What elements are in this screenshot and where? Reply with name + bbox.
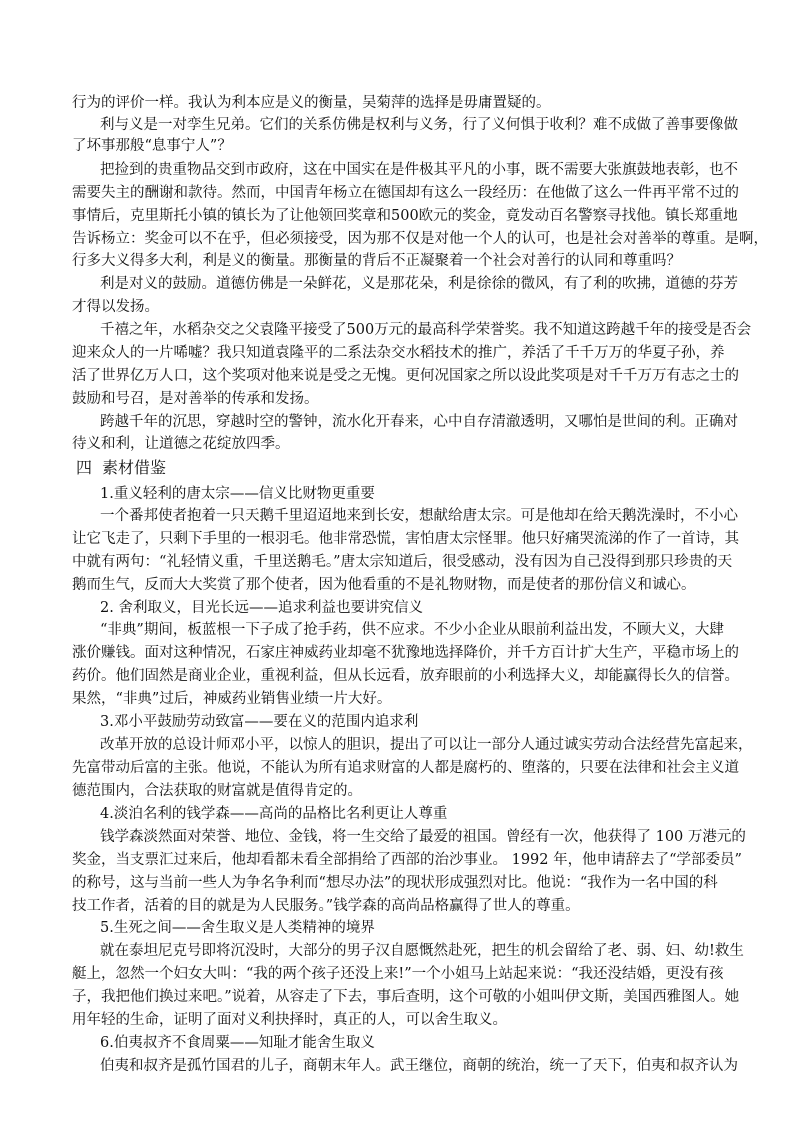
paragraph-line: 事情后，克里斯托小镇的镇长为了让他领回奖章和500欧元的奖金，竟发动百名警察寻找他。镇长郑重地: [72, 208, 738, 224]
paragraph-line: 行为的评价一样。我认为利本应是义的衡量，吴菊萍的选择是毋庸置疑的。: [72, 95, 551, 111]
section-number: 四: [76, 458, 93, 477]
subheading: 2. 舍利取义，目光长远——追求利益也要讲究信义: [100, 600, 423, 616]
paragraph-line: 利与义是一对孪生兄弟。它们的关系仿佛是权利与义务，行了义何惧于收利？难不成做了善事要像做: [100, 117, 738, 133]
section-title: 素材借鉴: [102, 458, 167, 477]
paragraph-line: 钱学森淡然面对荣誉、地位、金钱，将一生交给了最爱的祖国。曾经有一次，他获得了 100 万港元的: [100, 829, 746, 845]
paragraph-line: 鹅而生气，反而大大奖赏了那个使者，因为他看重的不是礼物财物，而是使者的那份信义和诚心。: [72, 577, 696, 593]
paragraph-line: 技工作者，活着的目的就是为人民服务。”钱学森的高尚品格赢得了世人的尊重。: [72, 898, 580, 914]
subheading: 3.邓小平鼓励劳动致富——要在义的范围内追求利: [100, 714, 419, 730]
subheading: 5.生死之间——舍生取义是人类精神的境界: [100, 920, 375, 936]
paragraph-line: 艇上，忽然一个妇女大叫：“我的两个孩子还没上来!”一个小姐马上站起来说：“我还没结婚，更没有孩: [72, 966, 724, 982]
paragraph-line: 子，我把他们换过来吧。”说着，从容走了下去，事后查明，这个可敬的小姐叫伊文斯，美国西雅图人。她: [72, 989, 740, 1005]
paragraph-line: 了坏事那般“息事宁人”？: [72, 138, 232, 154]
paragraph-line: 改革开放的总设计师邓小平，以惊人的胆识，提出了可以让一部分人通过诚实劳动合法经营先富起来，: [100, 737, 753, 753]
paragraph-line: 就在泰坦尼克号即将沉没时，大部分的男子汉自愿慨然赴死，把生的机会留给了老、弱、妇、幼!救生: [100, 943, 744, 959]
subheading: 4.淡泊名利的钱学森——高尚的品格比名利更让人尊重: [100, 806, 448, 822]
paragraph-line: 待义和利，让道德之花绽放四季。: [72, 436, 290, 452]
paragraph-line: 利是对义的鼓励。道德仿佛是一朵鲜花，义是那花朵，利是徐徐的微风，有了利的吹拂，道德的芬芳: [100, 276, 738, 292]
paragraph-line: 需要失主的酬谢和款待。然而，中国青年杨立在德国却有这么一段经历：在他做了这么一件再平常不过的: [72, 185, 739, 201]
paragraph-line: 中就有两句：“礼轻情义重，千里送鹅毛。”唐太宗知道后，很受感动，没有因为自己没得到那只珍贵的天: [72, 554, 733, 570]
subheading: 6.伯夷叔齐不食周粟——知耻才能舍生取义: [100, 1035, 375, 1051]
paragraph-line: 才得以发扬。: [72, 299, 159, 315]
paragraph-line: “非典”期间，板蓝根一下子成了抢手药，供不应求。不少小企业从眼前利益出发，不顾大义，大肆: [100, 622, 724, 638]
subheading: 1.重义轻利的唐太宗——信义比财物更重要: [100, 486, 375, 502]
paragraph-line: 德范围内，合法获取的财富就是值得肯定的。: [72, 783, 362, 799]
paragraph-line: 把捡到的贵重物品交到市政府，这在中国实在是件极其平凡的小事，既不需要大张旗鼓地表彰，也不: [100, 162, 738, 178]
section-heading: [0, 458, 794, 478]
paragraph-line: 的称号，这与当前一些人为争名争利而“想尽办法”的现状形成强烈对比。他说：“我作为一名中国的科: [72, 875, 718, 891]
paragraph-line: 鼓励和号召，是对善举的传承和发扬。: [72, 391, 319, 407]
paragraph-line: 奖金，当支票汇过来后，他却看都未看全部捐给了西部的治沙事业。 1992 年，他申请辞去了“学部委员”: [72, 852, 742, 868]
paragraph-line: 用年轻的生命，证明了面对义利抉择时，真正的人，可以舍生取义。: [72, 1012, 507, 1028]
paragraph-line: 告诉杨立：奖金可以不在乎，但必须接受，因为那不仅是对他一个人的认可，也是社会对善举的尊重。是啊，: [72, 231, 768, 247]
paragraph-line: 跨越千年的沉思，穿越时空的警钟，流水化开春来，心中自存清澈透明，又哪怕是世间的利。正确对: [100, 414, 738, 430]
paragraph-line: 一个番邦使者抱着一只天鹅千里迢迢地来到长安，想献给唐太宗。可是他却在给天鹅洗澡时，不小心: [100, 508, 738, 524]
paragraph-line: 千禧之年，水稻杂交之父袁隆平接受了500万元的最高科学荣誉奖。我不知道这跨越千年的接受是否会: [100, 322, 752, 338]
paragraph-line: 药价。他们固然是商业企业，重视利益，但从长远看，放弃眼前的小利选择大义，却能赢得长久的信誉。: [72, 668, 739, 684]
paragraph-line: 伯夷和叔齐是孤竹国君的儿子，商朝末年人。武王继位，商朝的统治，统一了天下，伯夷和叔齐认为: [100, 1058, 738, 1074]
paragraph-line: 先富带动后富的主张。他说，不能认为所有追求财富的人都是腐朽的、堕落的，只要在法律和社会主义道: [72, 760, 739, 776]
paragraph-line: 迎来众人的一片唏嘘？我只知道袁隆平的二系法杂交水稻技术的推广，养活了千千万万的华夏子孙，养: [72, 345, 725, 361]
paragraph-line: 让它飞走了，只剩下手里的一根羽毛。他非常恐慌，害怕唐太宗怪罪。他只好痛哭流涕的作了一首诗，其: [72, 531, 739, 547]
paragraph-line: 涨价赚钱。面对这种情况，石家庄神威药业却毫不犹豫地选择降价，并千方百计扩大生产，平稳市场上的: [72, 645, 739, 661]
paragraph-line: 活了世界亿万人口，这个奖项对他来说是受之无愧。更何况国家之所以设此奖项是对千千万万有志之士的: [72, 368, 739, 384]
paragraph-line: 果然，“非典”过后，神威药业销售业绩一片大好。: [72, 691, 392, 707]
paragraph-line: 行多大义得多大利，利是义的衡量。那衡量的背后不正凝聚着一个社会对善行的认同和尊重吗？: [72, 253, 681, 269]
